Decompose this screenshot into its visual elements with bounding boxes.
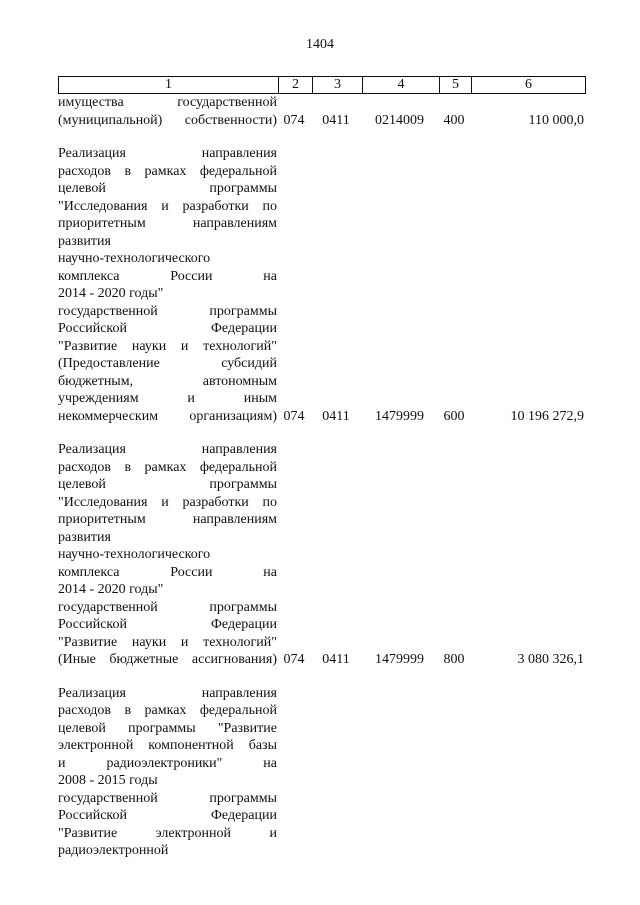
description-line: приоритетным направлениям — [58, 216, 277, 231]
description-line: "Развитие науки и технологий" — [58, 338, 277, 354]
col-section: 0411 — [322, 112, 350, 128]
description-line: имущества государственной — [58, 95, 277, 110]
description-line: целевой программы — [58, 181, 277, 196]
col-amount: 110 000,0 — [528, 112, 584, 128]
header-col-4: 4 — [362, 77, 439, 93]
description-line: расходов в рамках федеральной — [58, 163, 277, 179]
col-section: 0411 — [322, 652, 350, 667]
description-line: 2008 - 2015 годы — [58, 773, 158, 788]
description-line: научно-технологического — [58, 547, 211, 562]
description-line: 2014 - 2020 годы" — [58, 582, 164, 597]
description-line: развития — [58, 233, 111, 249]
description-line: Российской Федерации — [58, 321, 277, 336]
description-line: "Исследования и разработки по — [58, 198, 277, 214]
col-section: 0411 — [322, 408, 350, 424]
row-description — [58, 685, 277, 860]
header-col-3: 3 — [312, 77, 362, 93]
description-line: бюджетным, автономным — [58, 373, 277, 389]
row-description — [58, 145, 277, 425]
col-target-article: 1479999 — [375, 408, 424, 424]
header-col-5: 5 — [439, 77, 471, 93]
header-col-2: 2 — [278, 77, 312, 93]
description-line: Российской Федерации — [58, 617, 277, 632]
col-target-article: 0214009 — [375, 112, 424, 128]
description-line: научно-технологического — [58, 251, 211, 266]
table-body — [58, 94, 584, 860]
description-line: (Иные бюджетные ассигнования) — [58, 652, 277, 667]
description-line: Реализация направления — [58, 442, 277, 457]
description-line: государственной программы — [58, 790, 277, 806]
description-line: (муниципальной) собственности) — [58, 112, 277, 128]
col-chapter: 074 — [283, 112, 305, 128]
description-line: некоммерческим организациям) — [58, 408, 277, 424]
description-line: и радиоэлектроники" на — [58, 755, 277, 771]
description-line: целевой программы — [58, 477, 277, 492]
description-line: радиоэлектронной — [58, 843, 169, 858]
col-amount: 3 080 326,1 — [517, 652, 584, 667]
description-line: Реализация направления — [58, 685, 277, 701]
description-line: приоритетным направлениям — [58, 512, 277, 527]
row-description — [58, 441, 277, 669]
description-line: расходов в рамках федеральной — [58, 703, 277, 718]
description-line: "Развитие электронной и — [58, 825, 277, 841]
description-line: Российской Федерации — [58, 808, 277, 823]
table-row — [58, 685, 584, 860]
table-header — [58, 76, 586, 94]
col-target-article: 1479999 — [375, 652, 424, 667]
table-row — [58, 94, 584, 129]
col-expense-type: 600 — [443, 408, 465, 424]
row-description — [58, 94, 277, 129]
description-line: "Развитие науки и технологий" — [58, 634, 277, 650]
description-line: комплекса России на — [58, 564, 277, 580]
description-line: электронной компонентной базы — [58, 738, 277, 753]
description-line: государственной программы — [58, 303, 277, 319]
description-line: расходов в рамках федеральной — [58, 459, 277, 475]
description-line: государственной программы — [58, 599, 277, 615]
page-number: 1404 — [306, 37, 334, 52]
header-col-6: 6 — [471, 77, 585, 93]
description-line: комплекса России на — [58, 268, 277, 284]
header-col-1: 1 — [165, 77, 172, 92]
description-line: 2014 - 2020 годы" — [58, 286, 164, 301]
col-amount: 10 196 272,9 — [510, 408, 584, 424]
table-row — [58, 441, 584, 669]
description-line: учреждениям и иным — [58, 391, 277, 406]
col-chapter: 074 — [283, 408, 305, 424]
col-expense-type: 400 — [443, 112, 465, 128]
table-row — [58, 145, 584, 425]
description-line: Реализация направления — [58, 146, 277, 161]
col-expense-type: 800 — [443, 652, 465, 667]
description-line: "Исследования и разработки по — [58, 494, 277, 510]
description-line: развития — [58, 529, 111, 545]
description-line: целевой программы "Развитие — [58, 720, 277, 736]
description-line: (Предоставление субсидий — [58, 356, 277, 371]
col-chapter: 074 — [283, 652, 305, 667]
